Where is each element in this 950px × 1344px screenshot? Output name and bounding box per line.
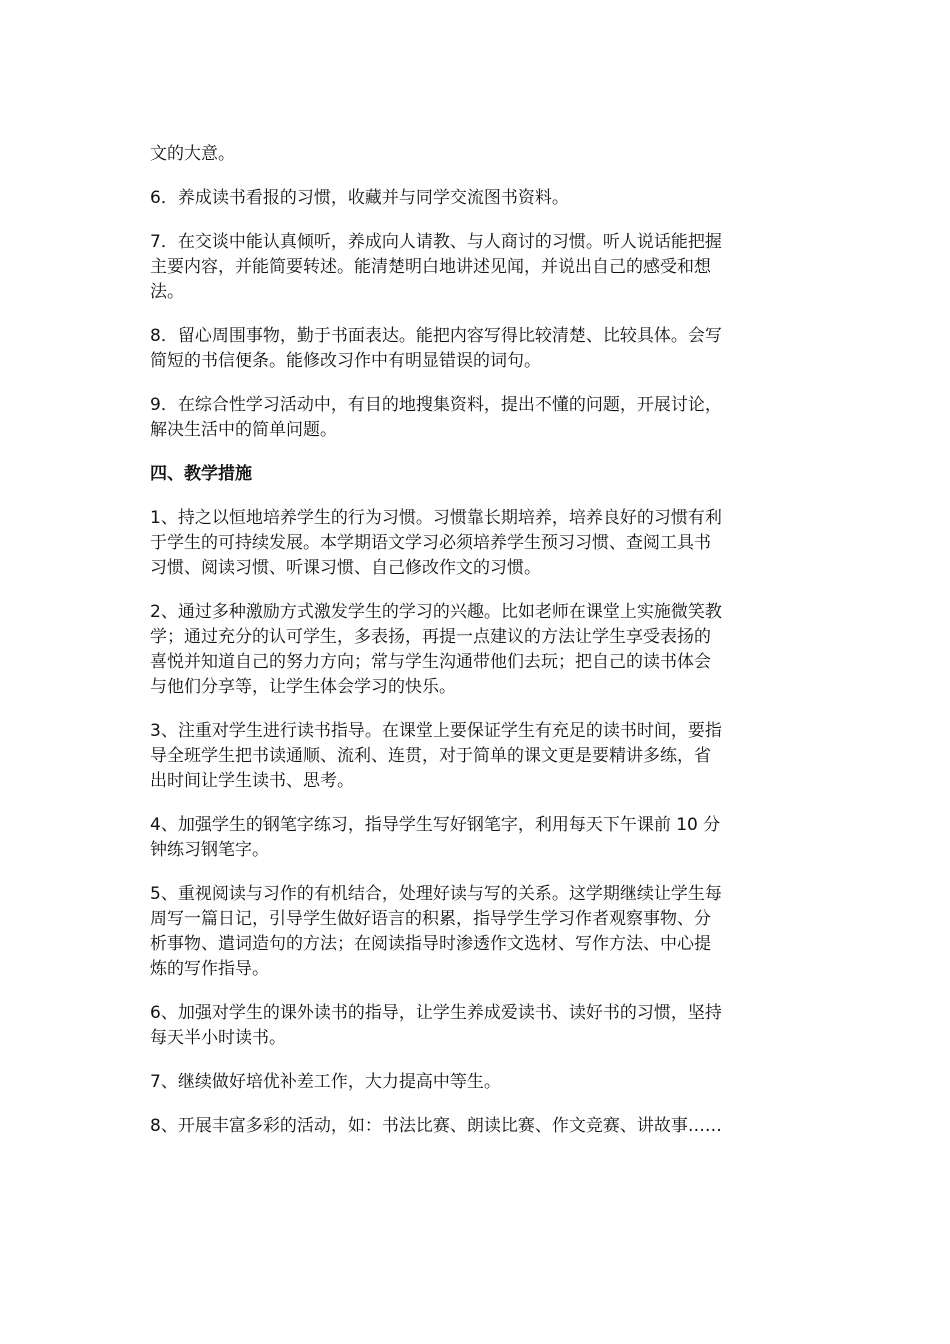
text-line: 5、重视阅读与习作的有机结合，处理好读与写的关系。这学期继续让学生每 <box>150 884 722 904</box>
text-line: 6．养成读书看报的习惯，收藏并与同学交流图书资料。 <box>150 188 569 208</box>
text-line: 8、开展丰富多彩的活动，如：书法比赛、朗读比赛、作文竞赛、讲故事…… <box>150 1116 722 1136</box>
text-line: 与他们分享等，让学生体会学习的快乐。 <box>150 677 456 697</box>
text-line: 钟练习钢笔字。 <box>150 840 269 860</box>
text-line: 出时间让学生读书、思考。 <box>150 771 354 791</box>
text-line: 7．在交谈中能认真倾听，养成向人请教、与人商讨的习惯。听人说话能把握 <box>150 232 722 252</box>
text-line: 喜悦并知道自己的努力方向；常与学生沟通带他们去玩；把自己的读书体会 <box>150 652 711 672</box>
text-line: 1、持之以恒地培养学生的行为习惯。习惯靠长期培养，培养良好的习惯有利 <box>150 508 722 528</box>
text-line: 析事物、遣词造句的方法；在阅读指导时渗透作文选材、写作方法、中心提 <box>150 934 711 954</box>
goal-item-9 <box>150 393 800 443</box>
measure-item-2 <box>150 600 800 700</box>
text-line: 习惯、阅读习惯、听课习惯、自己修改作文的习惯。 <box>150 558 541 578</box>
text-line: 3、注重对学生进行读书指导。在课堂上要保证学生有充足的读书时间，要指 <box>150 721 722 741</box>
text-line: 学；通过充分的认可学生，多表扬，再提一点建议的方法让学生享受表扬的 <box>150 627 711 647</box>
text-line: 6、加强对学生的课外读书的指导，让学生养成爱读书、读好书的习惯，坚持 <box>150 1003 722 1023</box>
text-line: 于学生的可持续发展。本学期语文学习必须培养学生预习习惯、查阅工具书 <box>150 533 711 553</box>
text-line: 2、通过多种激励方式激发学生的学习的兴趣。比如老师在课堂上实施微笑教 <box>150 602 722 622</box>
text-line: 7、继续做好培优补差工作，大力提高中等生。 <box>150 1072 501 1092</box>
measure-item-7 <box>150 1070 800 1095</box>
measure-item-8 <box>150 1114 800 1139</box>
text-line: 周写一篇日记，引导学生做好语言的积累，指导学生学习作者观察事物、分 <box>150 909 711 929</box>
text-line: 简短的书信便条。能修改习作中有明显错误的词句。 <box>150 351 541 371</box>
measure-item-1 <box>150 506 800 581</box>
text-line: 4、加强学生的钢笔字练习，指导学生写好钢笔字，利用每天下午课前 10 分 <box>150 815 721 835</box>
goal-item-7 <box>150 230 800 305</box>
measure-item-6 <box>150 1001 800 1051</box>
text-line: 炼的写作指导。 <box>150 959 269 979</box>
text-line: 主要内容，并能简要转述。能清楚明白地讲述见闻，并说出自己的感受和想 <box>150 257 711 277</box>
heading-text: 四、教学措施 <box>150 464 252 484</box>
text-line: 每天半小时读书。 <box>150 1028 286 1048</box>
section-heading <box>150 462 800 487</box>
document-page <box>150 142 800 1158</box>
measure-item-5 <box>150 882 800 982</box>
measure-item-3 <box>150 719 800 794</box>
paragraph-continuation <box>150 142 800 167</box>
text-line: 导全班学生把书读通顺、流利、连贯，对于简单的课文更是要精讲多练，省 <box>150 746 711 766</box>
text-line: 8．留心周围事物，勤于书面表达。能把内容写得比较清楚、比较具体。会写 <box>150 326 722 346</box>
text-line: 文的大意。 <box>150 144 235 164</box>
goal-item-8 <box>150 324 800 374</box>
goal-item-6 <box>150 186 800 211</box>
measure-item-4 <box>150 813 800 863</box>
text-line: 法。 <box>150 282 184 302</box>
text-line: 9．在综合性学习活动中，有目的地搜集资料，提出不懂的问题，开展讨论， <box>150 395 722 415</box>
text-line: 解决生活中的简单问题。 <box>150 420 337 440</box>
